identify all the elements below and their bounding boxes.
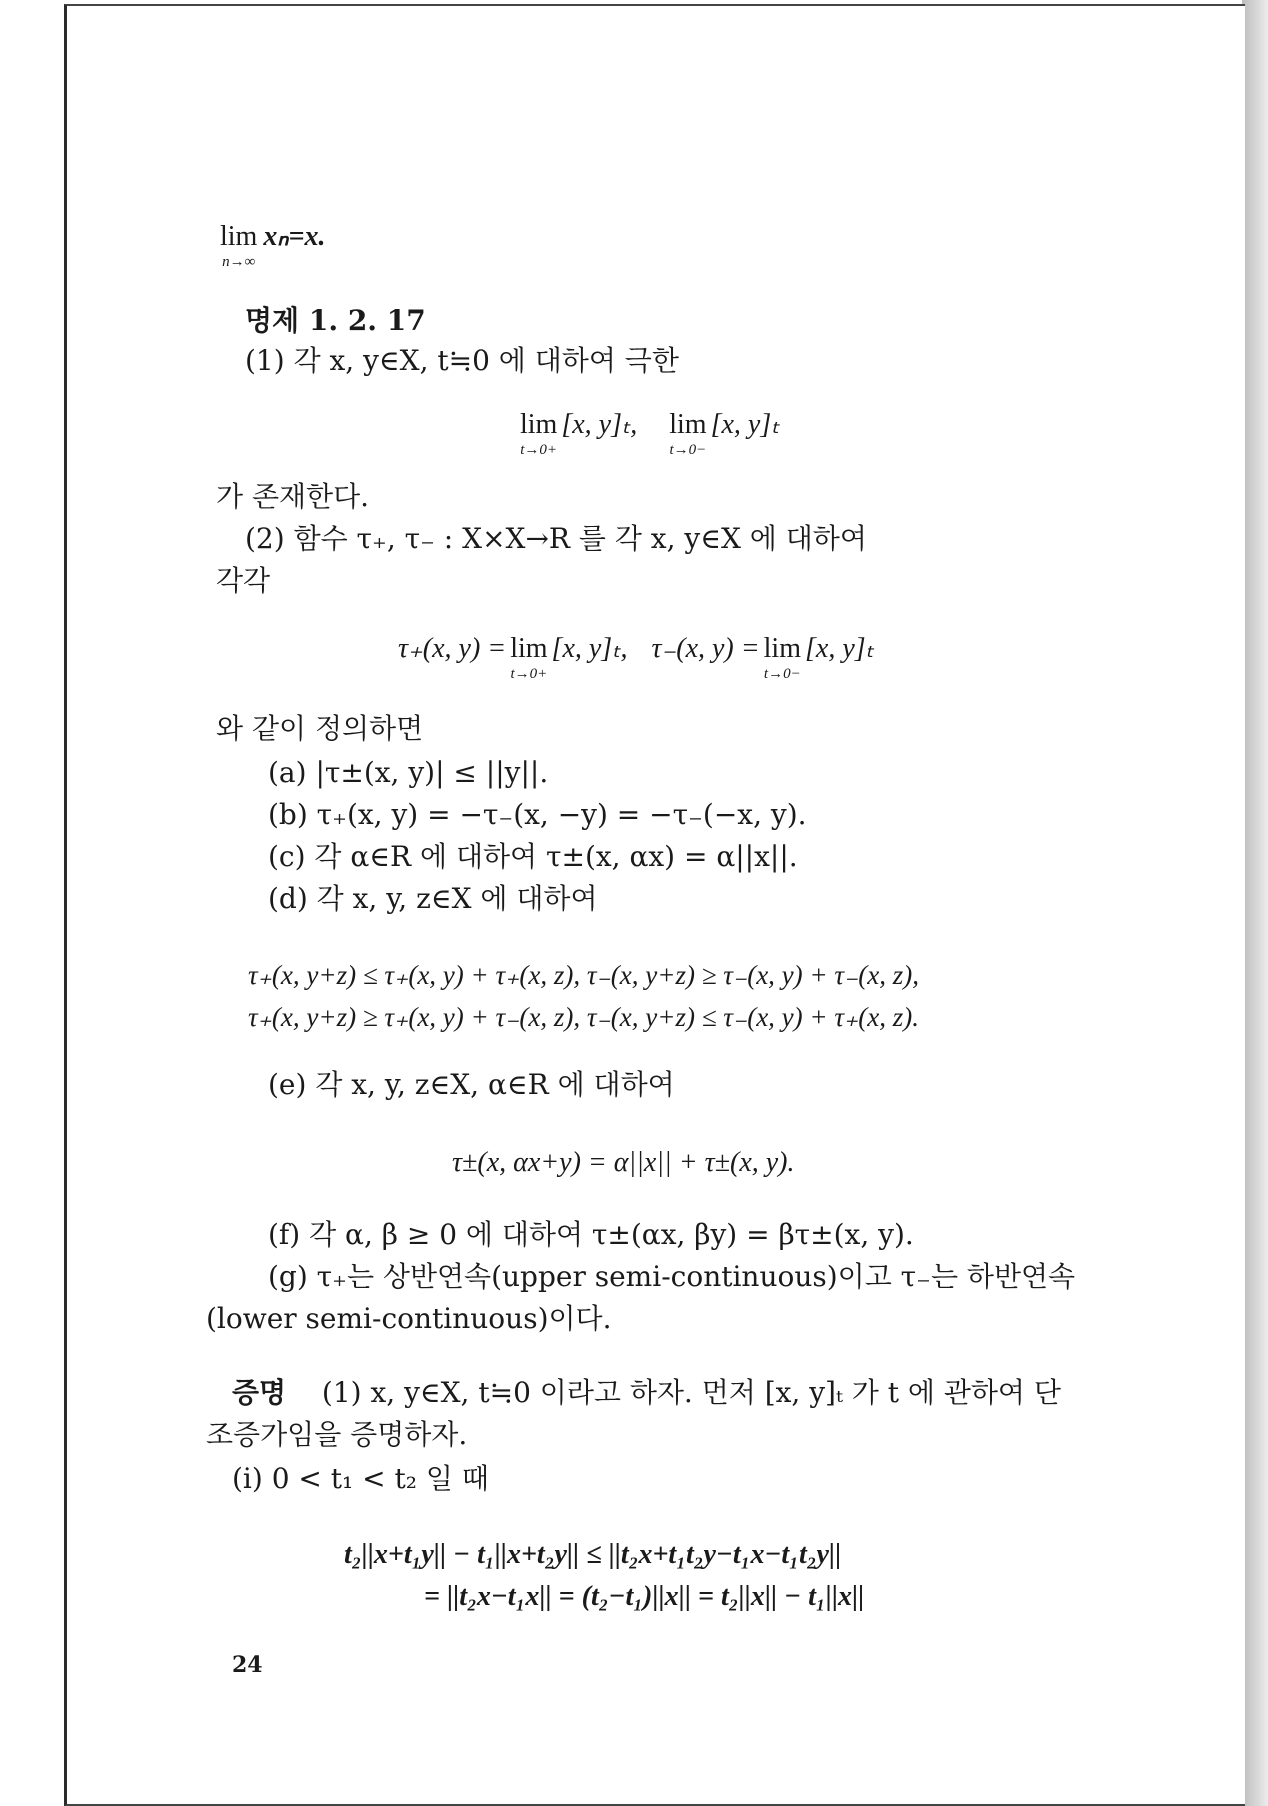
left-limit — [764, 632, 801, 682]
item-b: (b) τ₊(x, y) = −τ₋(x, −y) = −τ₋(−x, y). — [268, 798, 807, 831]
lim-subscript: t→0+ — [520, 442, 558, 458]
part-2-statement-continued: 각각 — [216, 564, 271, 597]
scanned-page — [64, 4, 1245, 1806]
limit-argument: [x, y]ₜ — [710, 409, 780, 440]
limit-rhs: xₙ=x. — [263, 221, 326, 252]
proof-line-2: 조증가임을 증명하자. — [206, 1418, 468, 1451]
limit-argument: [x, y]ₜ, — [561, 409, 638, 440]
proof-case-i: (i) 0 < t₁ < t₂ 일 때 — [232, 1462, 489, 1495]
tau-plus-lhs: τ₊(x, y) = — [398, 633, 507, 664]
item-d-equation-1: τ₊(x, y+z) ≤ τ₊(x, y) + τ₊(x, z), τ₋(x, y+z) ≥ τ₋(x, y) + τ₋(x, z), — [248, 960, 920, 990]
part-1-tail: 가 존재한다. — [216, 480, 370, 513]
tau-minus-lhs: τ₋(x, y) = — [651, 633, 760, 664]
lim-text: lim — [520, 409, 558, 440]
item-g-line-1: (g) τ₊는 상반연속(upper semi-continuous)이고 τ₋는 하반연속 — [268, 1260, 1076, 1293]
proof-text: (1) x, y∈X, t≒0 이라고 하자. 먼저 [x, y]ₜ 가 t 에 관하여 단 — [321, 1376, 1061, 1409]
proof-equation-1: t₂||x+t₁y|| − t₁||x+t₂y|| ≤ ||t₂x+t₁t₂y−t₁x−t₁t₂y|| — [344, 1539, 842, 1570]
part-1-statement: (1) 각 x, y∈X, t≒0 에 대하여 극한 — [245, 344, 679, 377]
part-1-limits-formula — [520, 408, 780, 458]
lim-text: lim — [669, 409, 707, 440]
lim-text: lim — [220, 221, 258, 252]
limit-expression — [220, 220, 257, 270]
lim-subscript: t→0− — [669, 442, 707, 458]
left-limit — [669, 408, 706, 458]
part-2-statement: (2) 함수 τ₊, τ₋ : X×X→R 를 각 x, y∈X 에 대하여 — [245, 522, 867, 555]
item-c: (c) 각 α∈R 에 대하여 τ±(x, αx) = α||x||. — [268, 840, 798, 873]
page-number: 24 — [232, 1652, 263, 1678]
item-a: (a) |τ±(x, y)| ≤ ||y||. — [268, 756, 549, 789]
part-2-tail: 와 같이 정의하면 — [216, 712, 424, 745]
proof-equation-2: = ||t₂x−t₁x|| = (t₂−t₁)||x|| = t₂||x|| − t₁||x|| — [424, 1581, 865, 1612]
proposition-title: 명제 1. 2. 17 — [245, 304, 426, 337]
proof-line-1 — [232, 1376, 1061, 1410]
lim-text: lim — [763, 633, 801, 664]
limit-argument: [x, y]ₜ — [805, 633, 874, 664]
item-d-equation-2: τ₊(x, y+z) ≥ τ₊(x, y) + τ₋(x, z), τ₋(x, y+z) ≤ τ₋(x, y) + τ₊(x, z). — [248, 1002, 920, 1032]
limit-xn-line — [220, 220, 325, 270]
page-edge-shadow — [1242, 0, 1268, 1806]
part-2-definition-formula — [398, 632, 874, 682]
limit-argument: [x, y]ₜ, — [551, 633, 628, 664]
right-limit — [510, 632, 547, 682]
right-limit — [520, 408, 557, 458]
lim-subscript: n→∞ — [222, 254, 256, 270]
item-f: (f) 각 α, β ≥ 0 에 대하여 τ±(αx, βy) = βτ±(x, y). — [268, 1218, 914, 1251]
proof-label: 증명 — [232, 1376, 287, 1409]
lim-subscript: t→0− — [763, 666, 801, 682]
item-e-equation: τ±(x, αx+y) = α||x|| + τ±(x, y). — [452, 1147, 795, 1178]
item-d: (d) 각 x, y, z∈X 에 대하여 — [268, 882, 598, 915]
lim-subscript: t→0+ — [510, 666, 548, 682]
item-g-line-2: (lower semi-continuous)이다. — [206, 1302, 612, 1335]
lim-text: lim — [510, 633, 548, 664]
item-e: (e) 각 x, y, z∈X, α∈R 에 대하여 — [268, 1068, 675, 1101]
